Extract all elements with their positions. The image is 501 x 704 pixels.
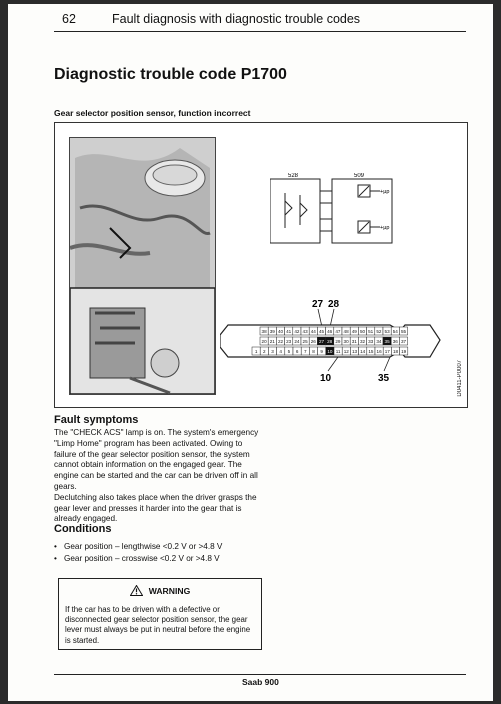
connector-pin-label: 24 — [294, 339, 300, 344]
diagnostic-figure — [54, 122, 468, 408]
connector-pin-label: 52 — [376, 329, 382, 334]
footer-rule — [54, 674, 466, 675]
connector-pin-label: 55 — [400, 329, 407, 334]
component-id-528: 528 — [288, 173, 299, 179]
connector-pin-label: 6 — [295, 349, 299, 354]
header-rule — [54, 31, 466, 32]
connector-pin-label: 14 — [360, 349, 366, 354]
pin-callout-10: 10 — [320, 373, 332, 384]
connector-pin-label: 31 — [351, 339, 357, 344]
connector-pin-label: 30 — [343, 339, 349, 344]
connector-pin-label: 37 — [400, 339, 407, 344]
fault-symptoms-body — [54, 428, 262, 525]
connector-pin-label: 43 — [302, 329, 308, 334]
connector-pin-label: 1 — [254, 349, 258, 354]
connector-pin-label: 50 — [359, 329, 366, 334]
connector-pin-label: 36 — [392, 339, 398, 344]
condition-item: • Gear position – crosswise <0.2 V or >4.8 V — [54, 553, 222, 565]
warning-heading: WARNING — [148, 586, 191, 596]
connector-pin-label: 13 — [351, 349, 358, 354]
connector-pin-rows — [252, 327, 408, 355]
conditions-list — [54, 541, 222, 565]
pin-callout-28: 28 — [328, 299, 340, 310]
engine-bay-photo — [69, 137, 216, 395]
connector-pin-label: 38 — [261, 329, 267, 334]
connector-pin-label: 51 — [368, 329, 374, 334]
connector-pin-label: 8 — [312, 349, 315, 354]
conditions-heading: Conditions — [54, 523, 112, 535]
connector-pin-label: 3 — [271, 349, 274, 354]
connector-pin-label: 20 — [261, 339, 267, 344]
connector-pin-label: 44 — [310, 329, 316, 334]
connector-pin-label: 19 — [401, 349, 407, 354]
page-header-title: Fault diagnosis with diagnostic trouble codes — [112, 12, 361, 26]
connector-pin-label: 18 — [392, 349, 399, 354]
connector-pin-label: 15 — [368, 349, 374, 354]
control-module-connector — [220, 295, 460, 395]
warning-heading-row — [59, 585, 261, 596]
connector-pin-label: 7 — [304, 349, 307, 354]
pin-callout-35: 35 — [378, 373, 390, 384]
connector-pin-label: 27 — [318, 339, 325, 344]
sensor-label-1: +µp — [380, 189, 390, 195]
connector-pin-label: 35 — [384, 339, 390, 344]
page-number: 62 — [62, 12, 76, 26]
pin-callout-27: 27 — [312, 299, 324, 310]
connector-pin-label: 10 — [327, 349, 333, 354]
connector-pin-label: 25 — [302, 339, 308, 344]
footer-brand: Saab 900 — [242, 677, 279, 687]
connector-pin-label: 12 — [343, 349, 349, 354]
connector-pin-label: 32 — [359, 339, 366, 344]
connector-pin-label: 28 — [327, 339, 333, 344]
connector-pin-label: 39 — [269, 329, 275, 334]
connector-pin-label: 41 — [286, 329, 292, 334]
connector-pin-label: 2 — [263, 349, 266, 354]
sensor-label-2: +µp — [380, 225, 390, 231]
connector-pin-label: 34 — [376, 339, 382, 344]
connector-pin-label: 9 — [320, 349, 323, 354]
sensor-box-528 — [270, 179, 320, 243]
warning-triangle-icon — [130, 585, 143, 596]
connector-pin-label: 46 — [327, 329, 333, 334]
dtc-title: Diagnostic trouble code P1700 — [54, 66, 287, 83]
manual-page — [8, 4, 493, 701]
fault-symptoms-heading: Fault symptoms — [54, 414, 139, 426]
connector-pin-label: 49 — [351, 329, 357, 334]
condition-item: • Gear position – lengthwise <0.2 V or >4.8 V — [54, 541, 222, 553]
fault-symptoms-paragraph-2: Declutching also takes place when the driver grasps the gear lever and presses it harder into the gear that is already engaged. — [54, 492, 257, 524]
warning-text: If the car has to be driven with a defective or disconnected gear selector position sensor, the gear lever must always be put in neutral before the engine is started. — [65, 605, 251, 645]
connector-pin-label: 11 — [335, 349, 341, 354]
wiring-schematic — [270, 173, 430, 245]
connector-pin-label: 22 — [277, 339, 284, 344]
connector-pin-label: 42 — [294, 329, 300, 334]
connector-pin-label: 23 — [286, 339, 292, 344]
connector-pin-label: 33 — [368, 339, 374, 344]
fault-symptoms-paragraph-1: The "CHECK ACS" lamp is on. The system's emergency "Limp Home" program has been activated. Owing to failure of the gear selector position sensor, the system cannot obtain information on the engaged gear. The engine can be started and the car can be driven off in all gears. — [54, 428, 259, 491]
connector-pin-label: 29 — [335, 339, 341, 344]
fault-subtitle: Gear selector position sensor, function incorrect — [54, 108, 251, 118]
connector-pin-label: 40 — [277, 329, 284, 334]
connector-pin-label: 17 — [384, 349, 390, 354]
figure-code: D0411-P0007 — [457, 360, 463, 397]
connector-pin-label: 45 — [318, 329, 325, 334]
connector-pin-label: 47 — [335, 329, 341, 334]
connector-pin-label: 5 — [287, 349, 291, 354]
connector-pin-label: 4 — [279, 349, 282, 354]
connector-pin-label: 21 — [269, 339, 275, 344]
connector-pin-label: 48 — [343, 329, 349, 334]
connector-pin-label: 53 — [384, 329, 390, 334]
connector-pin-label: 54 — [392, 329, 398, 334]
warning-box — [58, 578, 262, 650]
component-id-509: 509 — [354, 173, 365, 179]
connector-pin-label: 26 — [310, 339, 316, 344]
connector-pin-label: 16 — [376, 349, 382, 354]
